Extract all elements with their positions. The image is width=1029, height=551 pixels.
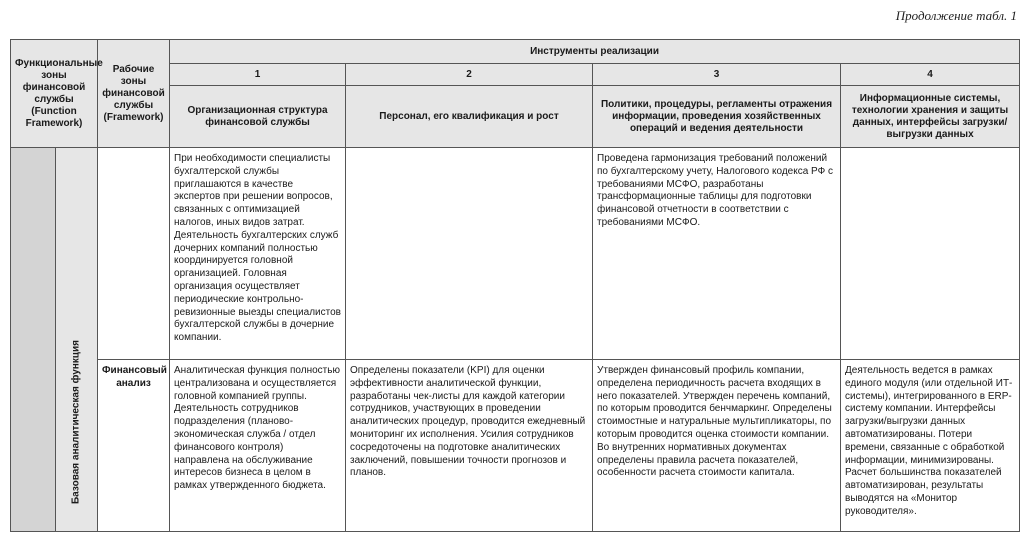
cell-text: Деятельность ведется в рамках единого модуля (или отдельной ИТ-системы), интегрированного в ERP-систему компании. Интерфейсы загрузки/выгрузки данных автоматизированы. Потери времени, связанные с обработкой информации, минимизированы. Расчет большинства показателей автоматизирован, результаты выводятся на «Монитор руководителя». [845,365,1013,517]
header-info-systems: Информационные системы, технологии хранения и защиты данных, интерфейсы загрузки/выгрузки данных [841,86,1020,148]
cell-text: Утвержден финансовый профиль компании, определена периодичность расчета входящих в него показателей. Утвержден перечень компаний, по которым проводится бенчмаркинг. Определены стоимостные и натуральные мультипликаторы, по которым проводится оценка стоимости компании. Во внутренних нормативных документах определены правила расчета показателей, особенности расчета стоимости капитала. [597,365,832,479]
table-cell [841,148,1020,360]
function-group-label: Базовая аналитическая функция [70,340,82,505]
header-number-2: 2 [346,64,593,86]
header-instruments: Инструменты реализации [170,40,1020,64]
table-container [10,39,1019,532]
cell-text: При необходимости специалисты бухгалтерской службы приглашаются в качестве экспертов при решении вопросов, связанных с оптимизацией налогов, иных видов затрат. Деятельность бухгалтерских служб дочерних компаний полностью координируется головной организацией. Головная организация осуществляет периодические контрольно-ревизионные выезды специалистов бухгалтерской службы в дочерние компании. [174,153,341,344]
header-work-zones: Рабочие зоны финансовой службы (Framework) [98,40,170,148]
table-cell [170,360,346,532]
cell-text: Определены показатели (KPI) для оценки эффективности аналитической функции, разработаны чек-листы для каждой категории сотрудников, участвующих в проведении аналитических процедур, проводится ежедневный мониторинг их исполнения. Усилия сотрудников сосредоточены на подготовке аналитических заключений, повышении точности прогнозов и планов. [350,365,586,479]
header-org-structure: Организационная структура финансовой службы [170,86,346,148]
function-group-cell [56,148,98,532]
header-functional-zones: Функциональные зоны финансовой службы (Function Framework) [11,40,98,148]
table-cell [346,148,593,360]
table-cell [593,148,841,360]
work-zone-label [98,148,170,360]
table-row [11,148,1020,360]
table-cell [841,360,1020,532]
table-cell [593,360,841,532]
header-personnel: Персонал, его квалификация и рост [346,86,593,148]
header-number-4: 4 [841,64,1020,86]
cell-text: Проведена гармонизация требований положений по бухгалтерскому учету, Налогового кодекса РФ с требованиями МСФО, разработаны трансформационные таблицы для подготовки финансовой отчетности в соответствии с требованиями МСФО. [597,153,833,228]
cell-text: Аналитическая функция полностью централизована и осуществляется головной компанией группы. Деятельность сотрудников подразделения (планово-экономическая служба / отдел финансового контроля) направлена на обслуживание интересов бизнеса в целом в рамках утвержденного бюджета. [174,365,340,492]
header-policies: Политики, процедуры, регламенты отражения информации, проведения хозяйственных операций и ведения деятельности [593,86,841,148]
table-cell [170,148,346,360]
table-cell [346,360,593,532]
cell-text [841,148,1019,156]
table-row [11,360,1020,532]
instruments-table [10,39,1020,532]
table-caption: Продолжение табл. 1 [895,8,1017,23]
header-number-1: 1 [170,64,346,86]
work-zone-label: Финансовый анализ [98,360,170,532]
side-column [11,148,56,532]
header-number-3: 3 [593,64,841,86]
cell-text [346,148,592,156]
